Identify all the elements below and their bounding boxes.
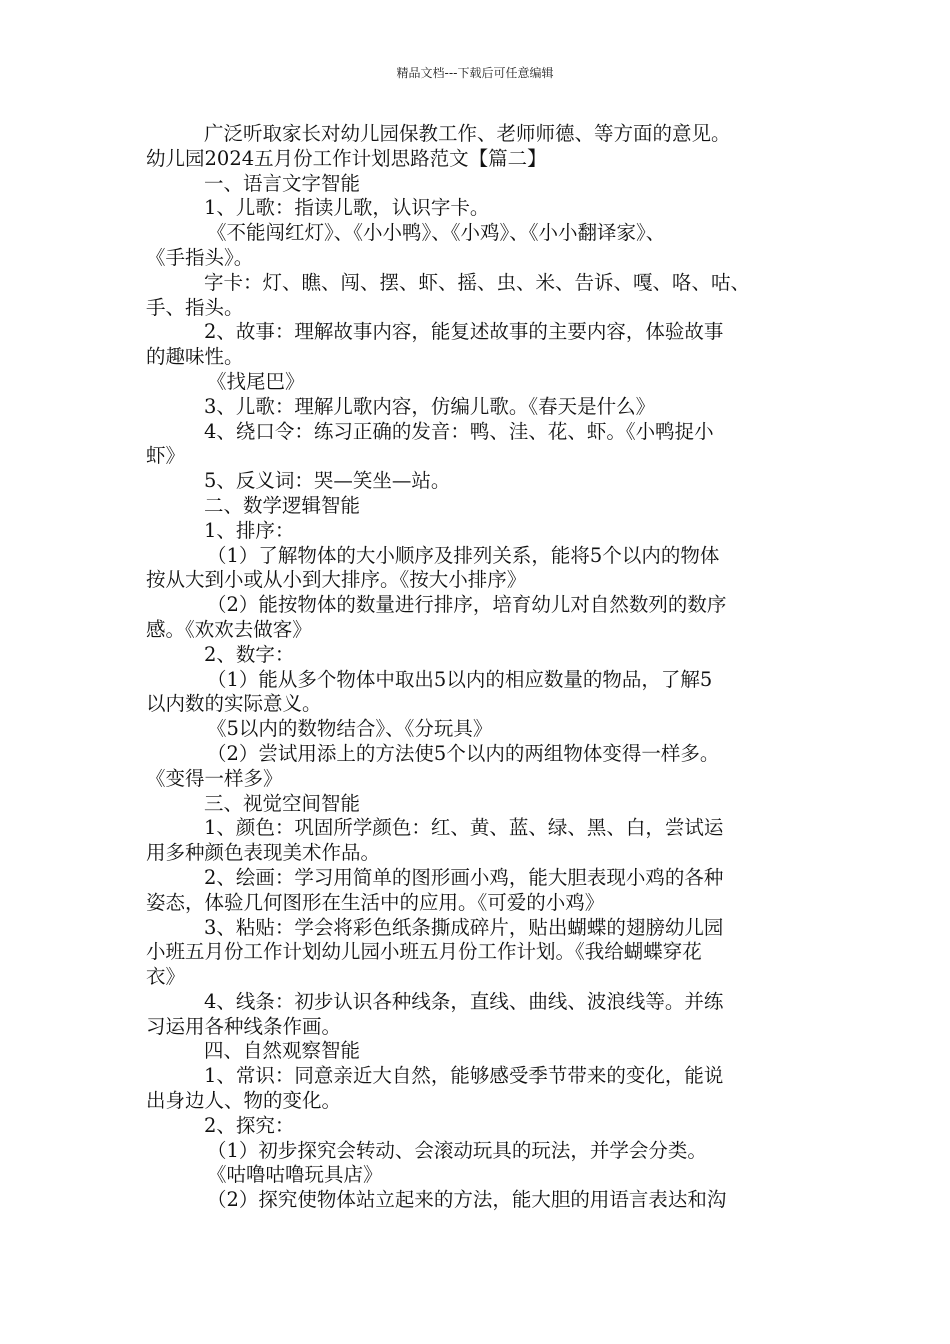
paragraph-line: 感。《欢欢去做客》: [146, 617, 312, 641]
page-header: 精品文档---下载后可任意编辑: [396, 66, 554, 80]
paragraph-line: （2）尝试用添上的方法使5个以内的两组物体变得一样多。: [207, 741, 720, 765]
paragraph-line: 《5以内的数物结合》、《分玩具》: [207, 717, 493, 741]
paragraph-line: 《找尾巴》: [207, 369, 305, 393]
paragraph-line: 1、颜色：巩固所学颜色：红、黄、蓝、绿、黑、白，尝试运: [204, 816, 724, 840]
paragraph-line: （1）初步探究会转动、会滚动玩具的玩法，并学会分类。: [207, 1138, 707, 1162]
paragraph-line: 衣》: [146, 965, 186, 989]
paragraph-line: 3、粘贴：学会将彩色纸条撕成碎片，贴出蝴蝶的翅膀幼儿园: [204, 915, 724, 939]
heading-language: 一、语言文字智能: [204, 171, 361, 195]
paragraph-line: 2、探究：: [204, 1113, 295, 1137]
paragraph-line: 用多种颜色表现美术作品。: [146, 841, 381, 865]
paragraph-line: 小班五月份工作计划幼儿园小班五月份工作计划。《我给蝴蝶穿花: [146, 940, 702, 964]
paragraph-line: 广泛听取家长对幼儿园保教工作、老师师德、等方面的意见。: [204, 122, 731, 145]
paragraph-line: 4、线条：初步认识各种线条，直线、曲线、波浪线等。并练: [204, 989, 724, 1013]
paragraph-line: （2）能按物体的数量进行排序，培育幼儿对自然数列的数序: [207, 593, 727, 617]
paragraph-line: （1）能从多个物体中取出5以内的相应数量的物品，了解5: [207, 667, 713, 691]
section-title: 幼儿园2024五月份工作计划思路范文【篇二】: [146, 146, 547, 170]
paragraph-line: 1、常识：同意亲近大自然，能够感受季节带来的变化，能说: [204, 1064, 724, 1088]
paragraph-line: （1）了解物体的大小顺序及排列关系，能将5个以内的物体: [207, 543, 720, 567]
paragraph-line: 2、故事：理解故事内容，能复述故事的主要内容，体验故事: [204, 320, 724, 344]
document-body: [146, 122, 814, 1213]
paragraph-line: 2、数字：: [204, 642, 295, 666]
paragraph-line: 3、儿歌：理解儿歌内容，仿编儿歌。《春天是什么》: [204, 394, 656, 418]
paragraph-line: 出身边人、物的变化。: [146, 1089, 342, 1113]
paragraph-line: 1、排序：: [204, 518, 295, 542]
paragraph-line: （2）探究使物体站立起来的方法，能大胆的用语言表达和沟: [207, 1188, 727, 1212]
heading-math: 二、数学逻辑智能: [204, 493, 361, 517]
paragraph-line: 4、绕口令：练习正确的发音：鸭、洼、花、虾。《小鸭捉小: [204, 419, 714, 443]
paragraph-line: 习运用各种线条作画。: [146, 1014, 342, 1038]
paragraph-line: 手、指头。: [146, 295, 244, 319]
paragraph-line: 1、儿歌：指读儿歌，认识字卡。: [204, 196, 490, 220]
paragraph-line: 《不能闯红灯》、《小小鸭》、《小鸡》、《小小翻译家》、: [207, 221, 666, 245]
paragraph-line: 5、反义词：哭—笑坐—站。: [204, 469, 451, 493]
paragraph-line: 《手指头》。: [146, 245, 254, 269]
paragraph-line: 以内数的实际意义。: [146, 692, 322, 716]
paragraph-line: 按从大到小或从小到大排序。《按大小排序》: [146, 568, 527, 592]
paragraph-line: 的趣味性。: [146, 345, 244, 369]
paragraph-line: 字卡：灯、瞧、闯、摆、虾、摇、虫、米、告诉、嘎、咯、咕、: [204, 270, 751, 294]
paragraph-line: 《变得一样多》: [146, 766, 283, 790]
paragraph-line: 2、绘画：学习用简单的图形画小鸡，能大胆表现小鸡的各种: [204, 865, 724, 889]
heading-visual: 三、视觉空间智能: [204, 791, 361, 815]
paragraph-line: 《咕噜咕噜玩具店》: [207, 1163, 383, 1187]
paragraph-line: 姿态，体验几何图形在生活中的应用。《可爱的小鸡》: [146, 890, 605, 914]
heading-nature: 四、自然观察智能: [204, 1039, 361, 1063]
paragraph-line: 虾》: [146, 444, 186, 468]
